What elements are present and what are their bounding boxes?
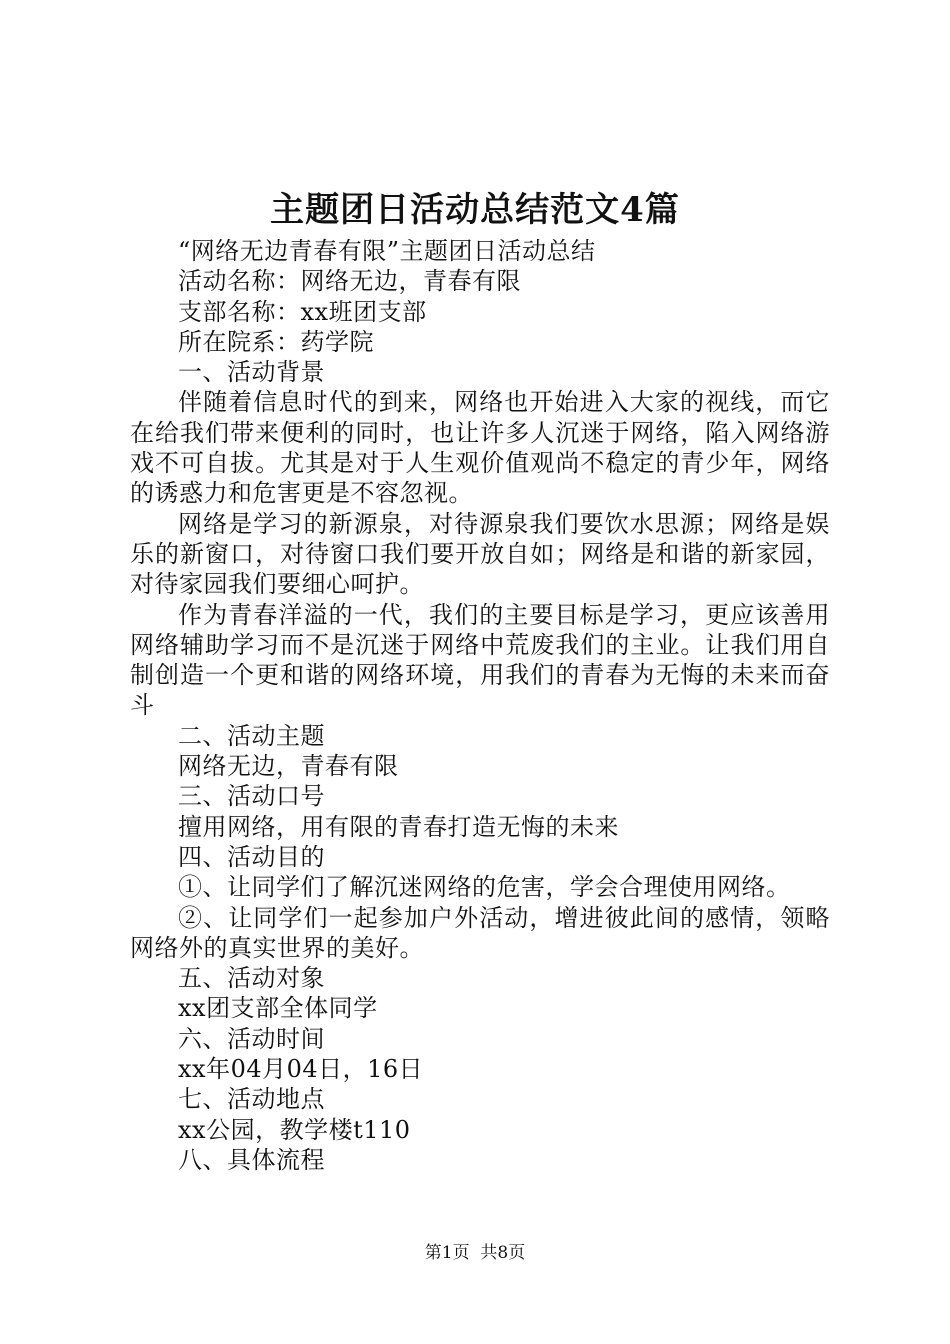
paragraph: 网络无边，青春有限	[178, 752, 399, 781]
document-title: 主题团日活动总结范文4篇	[270, 190, 680, 230]
section-heading: 四、活动目的	[178, 842, 325, 871]
paragraph: 作为青春洋溢的一代，我们的主要目标是学习，更应该善用网络辅助学习而不是沉迷于网络中荒废我们的主业。让我们用自制创造一个更和谐的网络环境，用我们的青春为无悔的未来而奋斗	[130, 600, 830, 720]
section-heading: 七、活动地点	[178, 1085, 325, 1114]
section-heading: 二、活动主题	[178, 721, 325, 750]
paragraph: 伴随着信息时代的到来，网络也开始进入大家的视线，而它在给我们带来便利的同时，也让许多人沉迷于网络，陷入网络游戏不可自拔。尤其是对于人生观价值观尚不稳定的青少年，网络的诱惑力和危害更是不容忽视。	[130, 388, 830, 508]
paragraph: 网络是学习的新源泉，对待源泉我们要饮水思源；网络是娱乐的新窗口，对待窗口我们要开放自如；网络是和谐的新家园，对待家园我们要细心呵护。	[130, 509, 830, 599]
section-heading: 八、具体流程	[178, 1145, 325, 1174]
paragraph: 支部名称：xx班团支部	[178, 297, 427, 326]
paragraph: xx团支部全体同学	[178, 994, 378, 1023]
paragraph: 所在院系：药学院	[178, 327, 374, 356]
document-body	[130, 236, 830, 1175]
paragraph: 活动名称：网络无边，青春有限	[178, 267, 521, 296]
paragraph: xx公园，教学楼t110	[178, 1115, 411, 1144]
page-number: 第1页	[424, 1243, 470, 1263]
paragraph: ②、让同学们一起参加户外活动，增进彼此间的感情，领略网络外的真实世界的美好。	[130, 903, 830, 962]
paragraph: 擅用网络，用有限的青春打造无悔的未来	[178, 812, 619, 841]
section-heading: 三、活动口号	[178, 782, 325, 811]
paragraph: “网络无边青春有限”主题团日活动总结	[178, 237, 596, 265]
section-heading: 一、活动背景	[178, 358, 325, 387]
page-total: 共8页	[480, 1243, 526, 1263]
paragraph: xx年04月04日，16日	[178, 1055, 424, 1084]
paragraph: ①、让同学们了解沉迷网络的危害，学会合理使用网络。	[178, 873, 791, 902]
page-footer	[0, 1241, 950, 1265]
section-heading: 六、活动时间	[178, 1024, 325, 1053]
section-heading: 五、活动对象	[178, 964, 325, 993]
